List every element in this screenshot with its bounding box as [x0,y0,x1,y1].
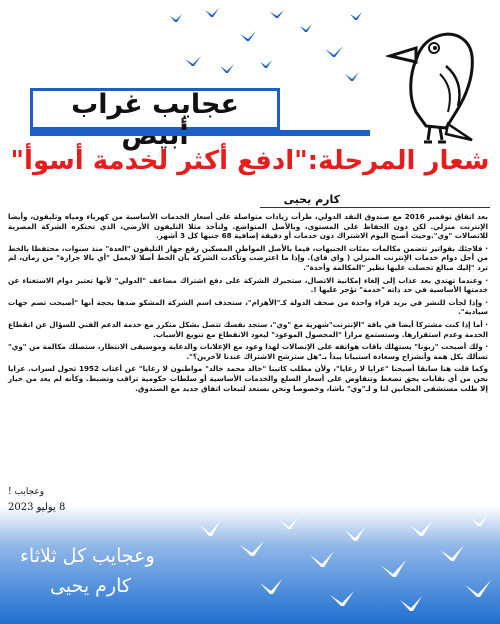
brand-title: عجايب غراب [71,89,239,120]
article-paragraph: بعد اتفاق نوفمبر 2016 مع صندوق النقد الدولي، طرأت زيادات متواصلة على أسعار الخدمات الأساسية من كهرباء ومياه وتليفون، وأيضا الإنترنت منزلي. لكن دون الحفاظ على المستوى، وبالأصل المتواضع. ولنأخذ مثلا التليفون الأرضي، الذي تحتكره الشركة المصرية للاتصالات "وي".وحيث أصبح اليوم الاشتراك دون خدمات أو دقيقة إضافية 68 جنيها كل 3 أشهر. [8,212,488,241]
flying-bird-icon [260,60,272,68]
article-paragraph: وكما قلت هنا سابقا أصبحنا "عرايا لا رعايا"، ولأن مطلب كاتبنا "خالد محمد خالد" مواطنون لا رعايا" عن أعتاب 1952 تحول لسراب. عرايا نحن من أي نقابات يحق تضغط وتتفاوض على أسعار السلع والخدمات الأساسية أو سلطات حكومية تراقب وتضبط. وكأنه لم يعد من خيار إلا طلب مستشفى المجانين لنا و لـ"وي" باشا، وخصوصا ونحن نستعد لتبعات اتفاق جديد مع الصندوق. [8,364,488,393]
flying-bird-icon [170,14,182,22]
article-paragraph: · وعندما تهتدي بعد عذاب إلى إلغاء إمكانية الاتصال، ستجبرك الشركة على دفع اشتراك مضاعف "الدولي" لأنها تعتبر دوام الاستغناء عن خدمتها الأساسية في حد ذاته "خدمة" تؤجر عليها !. [8,275,488,295]
white-crow-icon [386,16,486,146]
article-paragraph: · أما إذا كنت مشتركا أيضا في باقة "الإنترنت"شهرية مع "وي"، ستجد نفسك تتصل بشكل متكرر مع خدمة الدعم الفني للسؤال عن انقطاع الخدمة وعدم استقرارها. وستستمع مرارا "المحصول الموعود" ليعود الانقطاع مع تنويع الأسباب. [8,319,488,339]
article-paragraph: · ولك أصبحت "زبونا" يستهلك باقات هواتفه على الإتصالات لهذا وعود مع الإعلانات والدعاية وموسيقى الانتظار، ستصلك مكالمة من "وي" تسألك بكل همة وأنشراح وسعادة استبيانا يبدأ بـ"هل سترشح الاشتراك عندنا لآخرين؟". [8,342,488,361]
footer-schedule: وعجايب كل ثلاثاء [20,545,155,567]
article-paragraph: · فلاجئك بفواتير تتضمن مكالمات بمئات الجنيهات، فيما بالأصل المواطن المسكين رفع جهاز التليفون "العدة" منذ سنوات، محتفظا بالخط من أجل دوام خدمات الإنترنت المنزلي ( واي فاي). وإذا ما اعترضت وتأكدت الشركة بأن الخط أصلا لايعمل "أي بالا حرارة" من زمان، لم ترد "إليك مبالغ تحصلت عليها نظير "المكالمة وأحدة". [8,243,488,272]
flying-bird-icon [350,12,362,20]
brand-underline [30,130,370,136]
flying-bird-icon [220,64,234,73]
header [0,0,500,150]
publish-date: 8 يوليو 2023 [8,502,66,513]
flying-bird-icon [205,8,219,17]
author-byline: كارم يحيى [283,193,340,206]
brand-box [30,88,280,130]
headline: شعار المرحلة:"ادفع أكثر لخدمة أسوأ" [10,146,490,176]
article-body [8,212,488,396]
byline-divider [260,207,490,208]
flying-bird-icon [185,56,201,66]
flying-bird-icon [300,24,312,32]
flying-bird-icon [240,31,256,41]
article-paragraph: · وإذا لجأت للنشر في بريد قراء واحدة من صحف الدولة كـ"الأهرام"، ستحذف اسم الشركة المشكو ضدها بحجة أنها "أصبحت تضم جهات سيادية". [8,297,488,317]
signoff: وعجايب ! [8,487,45,497]
footer-author: كارم يحيى [50,575,131,597]
flying-birds-blue [150,4,370,89]
flying-bird-icon [270,10,284,18]
flying-bird-icon [345,72,359,81]
flying-bird-icon [325,46,343,57]
